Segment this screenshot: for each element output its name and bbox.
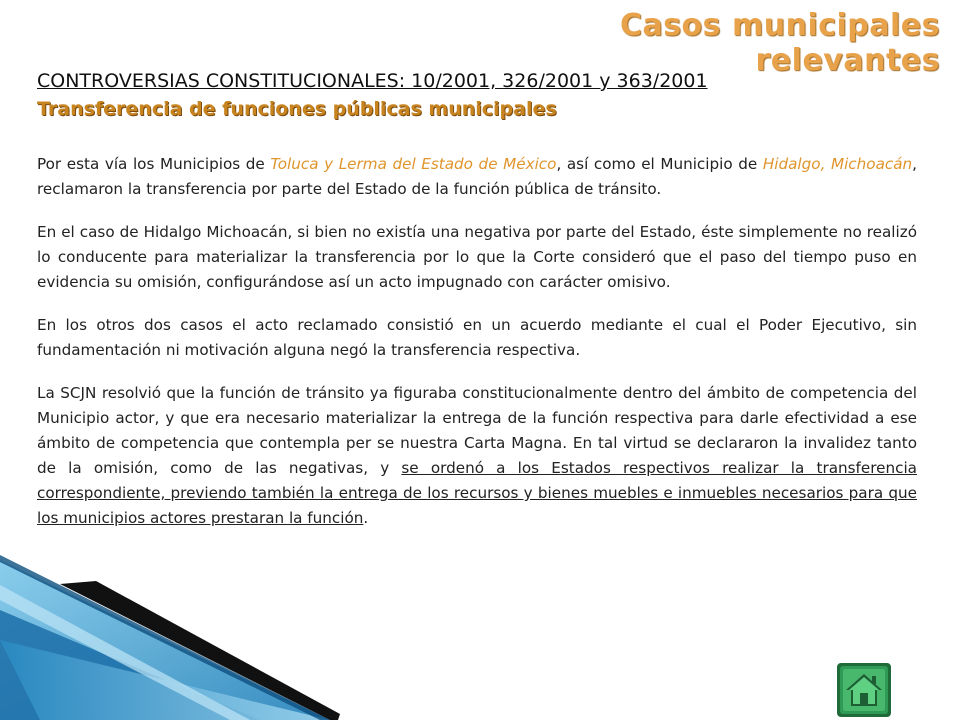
- slide-title: Casos municipales relevantes: [619, 8, 940, 78]
- paragraph-3: En los otros dos casos el acto reclamado consistió en un acuerdo mediante el cual el Poder Ejecutivo, sin fundamentación ni motivación alguna negó la transferencia respectiva.: [37, 316, 917, 359]
- paragraph-4: La SCJN resolvió que la función de tránsito ya figuraba constitucionalmente dentro del ámbito de competencia del Municipio actor, y que era necesario materializar la entrega de la función respectiva para darle efectividad a ese ámbito de competencia que contempla per se nuestra Carta Magna. En tal virtud se declararon la invalidez tanto de la omisión, como de las negativas, y se ordenó a los Estados respectivos realizar la transferencia correspondiente, previendo también la entrega de los recursos y bienes muebles e inmuebles necesarios para que los municipios actores prestaran la función.: [37, 384, 917, 527]
- paragraph-2: En el caso de Hidalgo Michoacán, si bien no existía una negativa por parte del Estado, éste simplemente no realizó lo conducente para materializar la transferencia por lo que la Corte consideró que el paso del tiempo puso en evidencia su omisión, configurándose así un acto impugnado con carácter omisivo.: [37, 223, 917, 291]
- home-icon: [836, 662, 892, 718]
- paragraph-1: Por esta vía los Municipios de Toluca y Lerma del Estado de México, así como el Municipio de Hidalgo, Michoacán, reclamaron la transferencia por parte del Estado de la función pública de tránsito.: [37, 155, 917, 198]
- highlight-municipios: Toluca y Lerma del Estado de México: [270, 155, 557, 173]
- highlight-hidalgo: Hidalgo, Michoacán: [762, 155, 913, 173]
- underlined-resolution: se ordenó a los Estados respectivos realizar la transferencia correspondiente, previendo también la entrega de los recursos y bienes muebles e inmuebles necesarios para que los municipios actores prestaran la función: [37, 459, 917, 527]
- home-button[interactable]: [836, 662, 892, 718]
- case-subheading: Transferencia de funciones públicas municipales: [37, 98, 557, 120]
- body-text: [37, 152, 917, 549]
- case-heading: CONTROVERSIAS CONSTITUCIONALES: 10/2001, 326/2001 y 363/2001: [37, 70, 708, 92]
